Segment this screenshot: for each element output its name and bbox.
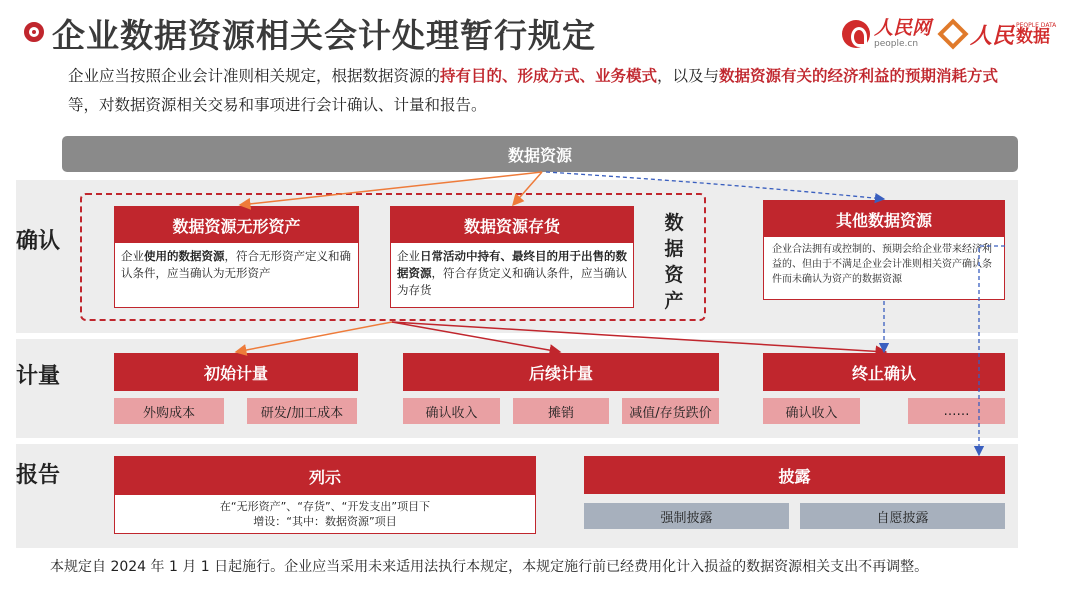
presentation-title: 列示	[115, 457, 535, 495]
section-label-reporting: 报告	[16, 463, 61, 488]
people-daily-logo	[842, 16, 931, 52]
other-data-resources-title: 其他数据资源	[764, 201, 1004, 237]
inventory-text	[391, 243, 633, 304]
voluntary-disclosure-tag: 自愿披露	[800, 503, 1005, 529]
impairment-tag: 减值/存货跌价	[622, 398, 719, 424]
people-daily-logo-cn: 人民网	[874, 17, 932, 39]
section-label-recognition: 确认	[16, 229, 61, 254]
subsequent-measurement-header: 后续计量	[403, 353, 719, 391]
intangible-asset-title: 数据资源无形资产	[115, 207, 358, 243]
purchase-cost-tag: 外购成本	[114, 398, 224, 424]
people-data-logo-tag: PEOPLE DATA	[1016, 21, 1057, 29]
people-data-logo-icon	[937, 18, 968, 49]
intro-paragraph	[68, 62, 1018, 120]
page-title: 企业数据资源相关会计处理暂行规定	[52, 16, 596, 55]
intangible-text-2: ，符合无形资产定义和确认条件，应当确认为无形资产	[121, 249, 351, 280]
title-bullet-icon	[24, 22, 44, 42]
subsequent-revenue-tag: 确认收入	[403, 398, 500, 424]
footer-note: 本规定自 2024 年 1 月 1 日起施行。企业应当采用未来适用法执行本规定，本规定施行前已经费用化计入损益的数据资源相关支出不再调整。	[50, 559, 929, 575]
intangible-text-bold: 使用的数据资源	[144, 249, 225, 263]
people-daily-logo-icon	[842, 20, 870, 48]
disclosure-header: 披露	[584, 456, 1005, 494]
data-resources-bar: 数据资源	[62, 136, 1018, 172]
other-data-resources-card	[763, 200, 1005, 300]
intangible-text-1: 企业	[121, 249, 144, 263]
intro-text-3: 等，对数据资源相关交易和事项进行会计确认、计量和报告。	[68, 96, 487, 114]
intro-highlight-1: 持有目的、形成方式、业务模式	[440, 67, 658, 85]
inventory-text-2: ，符合存货定义和确认条件，应当确认为存货	[397, 266, 627, 297]
data-assets-label: 数据资产	[664, 212, 684, 312]
people-data-logo	[942, 16, 1056, 52]
amortization-tag: 摊销	[513, 398, 609, 424]
inventory-card	[390, 206, 634, 308]
presentation-line-2: 增设：“其中：数据资源”项目	[253, 515, 397, 528]
other-data-resources-text: 企业合法拥有或控制的、预期会给企业带来经济利益的、但由于不满足企业会计准则相关资产确认条件而未确认为资产的数据资源	[772, 244, 992, 285]
presentation-line-1: 在“无形资产”、“存货”、“开发支出”项目下	[219, 500, 431, 513]
intro-highlight-2: 数据资源有关的经济利益的预期消耗方式	[719, 67, 999, 85]
people-data-logo-cn: 人民	[970, 22, 1015, 49]
derecognition-header: 终止确认	[763, 353, 1005, 391]
inventory-text-bold: 日常活动中持有、最终目的用于出售的数据资源	[397, 249, 627, 280]
section-label-measurement: 计量	[16, 364, 61, 389]
intro-text-2: ，以及与	[657, 67, 720, 85]
rd-processing-cost-tag: 研发/加工成本	[247, 398, 357, 424]
mandatory-disclosure-tag: 强制披露	[584, 503, 789, 529]
initial-measurement-header: 初始计量	[114, 353, 358, 391]
inventory-title: 数据资源存货	[391, 207, 633, 243]
presentation-card	[114, 456, 536, 534]
people-daily-logo-en: people.cn	[874, 39, 919, 49]
derecognition-more-tag: ……	[908, 398, 1005, 424]
intangible-asset-card	[114, 206, 359, 308]
intro-text-1: 企业应当按照企业会计准则相关规定，根据数据资源的	[68, 67, 441, 85]
inventory-text-1: 企业	[397, 249, 420, 263]
people-data-logo-word: 数据	[1016, 26, 1051, 47]
intangible-asset-text	[115, 243, 358, 287]
derecognition-revenue-tag: 确认收入	[763, 398, 860, 424]
